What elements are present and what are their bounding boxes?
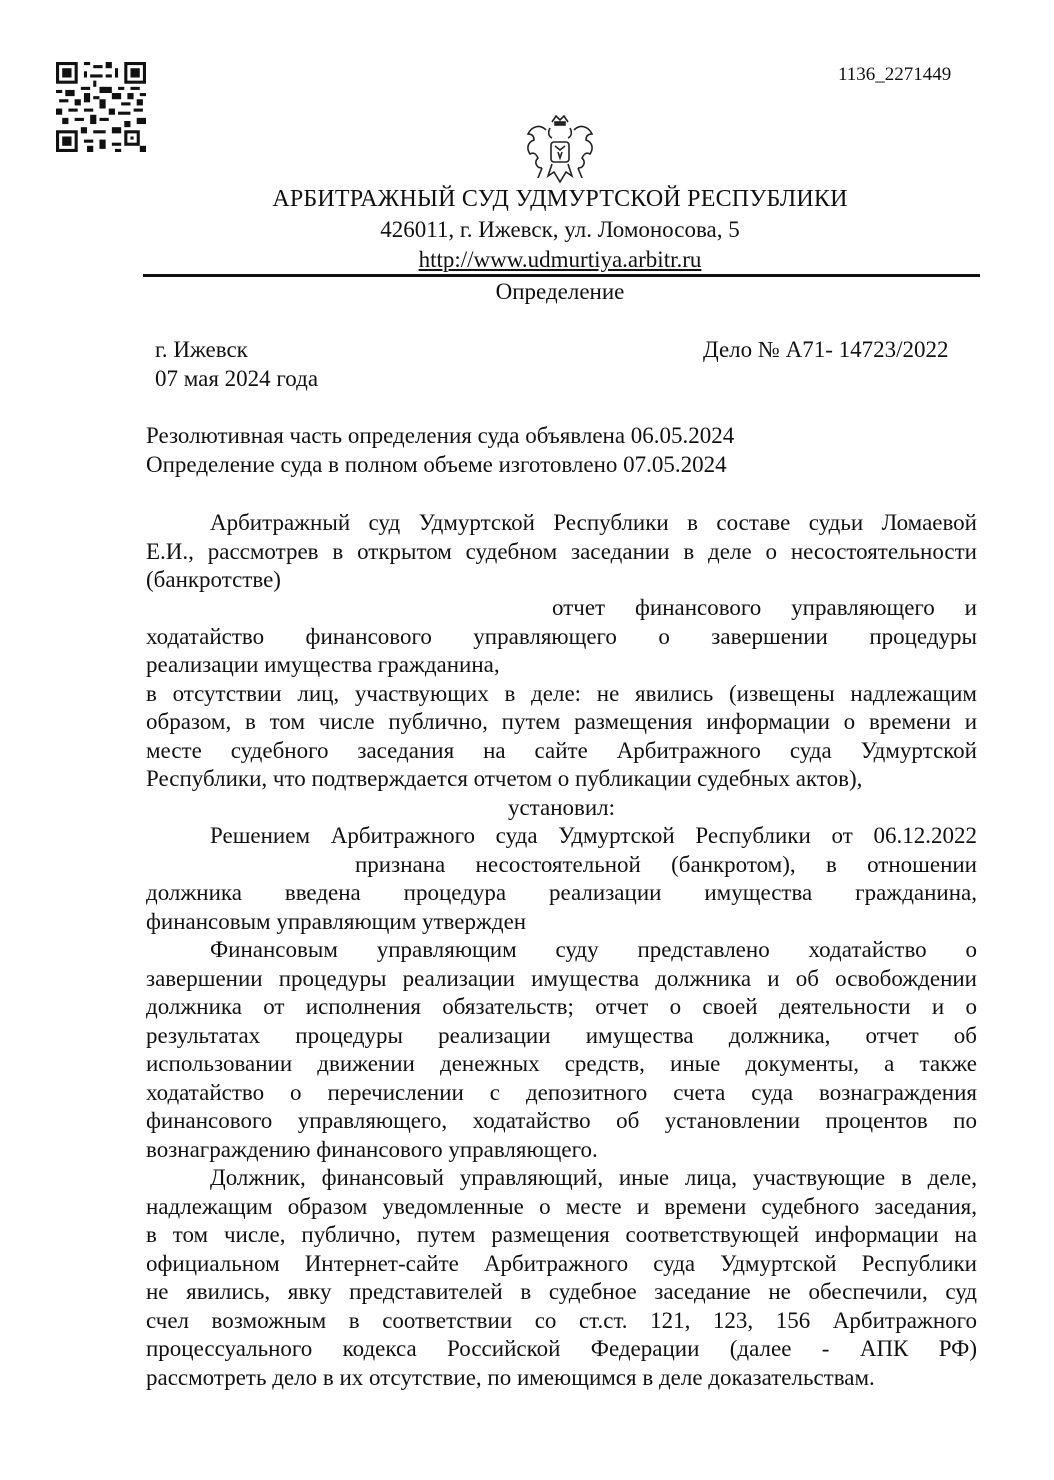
body-line: месте судебного заседания на сайте Арбитражного суда Удмуртской [146, 738, 977, 763]
resolution-announced-line: Резолютивная часть определения суда объявлена 06.05.2024 [146, 423, 735, 448]
body-line: ходатайство финансового управляющего о завершении процедуры [146, 624, 977, 649]
court-address: 426011, г. Ижевск, ул. Ломоносова, 5 [380, 217, 740, 242]
body-line: отчет финансового управляющего и [552, 595, 977, 620]
city: г. Ижевск [155, 337, 248, 362]
body-line: официальном Интернет-сайте Арбитражного суда Удмуртской Республики [146, 1251, 977, 1276]
body-line: должника введена процедура реализации имущества гражданина, [146, 880, 977, 905]
body-line: Финансовым управляющим суду представлено ходатайство о [210, 937, 977, 962]
qr-code-icon [56, 62, 146, 152]
body-line: финансовым управляющим утвержден [146, 909, 527, 934]
body-line: должника от исполнения обязательств; отчет о своей деятельности и о [146, 994, 977, 1019]
case-number: Дело № А71- 14723/2022 [703, 337, 949, 362]
body-line: (банкротстве) [146, 567, 281, 592]
document-type: Определение [495, 279, 625, 304]
coat-of-arms-icon [522, 112, 598, 192]
body-line: Арбитражный суд Удмуртской Республики в составе судьи Ломаевой [210, 510, 977, 535]
body-line: образом, в том числе публично, путем размещения информации о времени и [146, 709, 977, 734]
body-line: Е.И., рассмотрев в открытом судебном заседании в деле о несостоятельности [146, 539, 977, 564]
body-line: Республики, что подтверждается отчетом о публикации судебных актов), [146, 766, 863, 791]
body-line: ходатайство о перечислении с депозитного счета суда вознаграждения [146, 1080, 977, 1105]
body-line: результатах процедуры реализации имущества должника, отчет об [146, 1023, 977, 1048]
body-line: финансового управляющего, ходатайство об установлении процентов по [146, 1108, 977, 1133]
body-line: процессуального кодекса Российской Федерации (далее - АПК РФ) [146, 1336, 977, 1361]
body-line: не явились, явку представителей в судебное заседание не обеспечили, суд [146, 1279, 977, 1304]
body-line: в отсутствии лиц, участвующих в деле: не явились (извещены надлежащим [146, 681, 977, 706]
body-line: в том числе, публично, путем размещения соответствующей информации на [146, 1222, 977, 1247]
body-line: Решением Арбитражного суда Удмуртской Республики от 06.12.2022 [210, 823, 977, 848]
document-id: 1136_2271449 [838, 64, 952, 85]
body-line: счел возможным в соответствии со ст.ст. 121, 123, 156 Арбитражного [146, 1308, 977, 1333]
body-line: реализации имущества гражданина, [146, 652, 500, 677]
court-name: АРБИТРАЖНЫЙ СУД УДМУРТСКОЙ РЕСПУБЛИКИ [272, 186, 848, 212]
body-line: надлежащим образом уведомленные о месте и времени судебного заседания, [146, 1194, 977, 1219]
body-line: завершении процедуры реализации имущества должника и об освобождении [146, 966, 977, 991]
full-text-prepared-line: Определение суда в полном объеме изготовлено 07.05.2024 [146, 452, 727, 477]
body-line: Должник, финансовый управляющий, иные лица, участвующие в деле, [210, 1165, 977, 1190]
court-website-link[interactable]: http://www.udmurtiya.arbitr.ru [418, 247, 702, 272]
body-line: использовании движении денежных средств, иные документы, а также [146, 1051, 977, 1076]
document-date: 07 мая 2024 года [155, 366, 319, 391]
body-line: признана несостоятельной (банкротом), в отношении [355, 852, 977, 877]
section-heading: установил: [507, 795, 616, 820]
body-line: вознаграждению финансового управляющего. [146, 1137, 598, 1162]
body-line: рассмотреть дело в их отсутствие, по имеющимся в деле доказательствам. [146, 1365, 875, 1390]
header-divider [143, 274, 980, 277]
